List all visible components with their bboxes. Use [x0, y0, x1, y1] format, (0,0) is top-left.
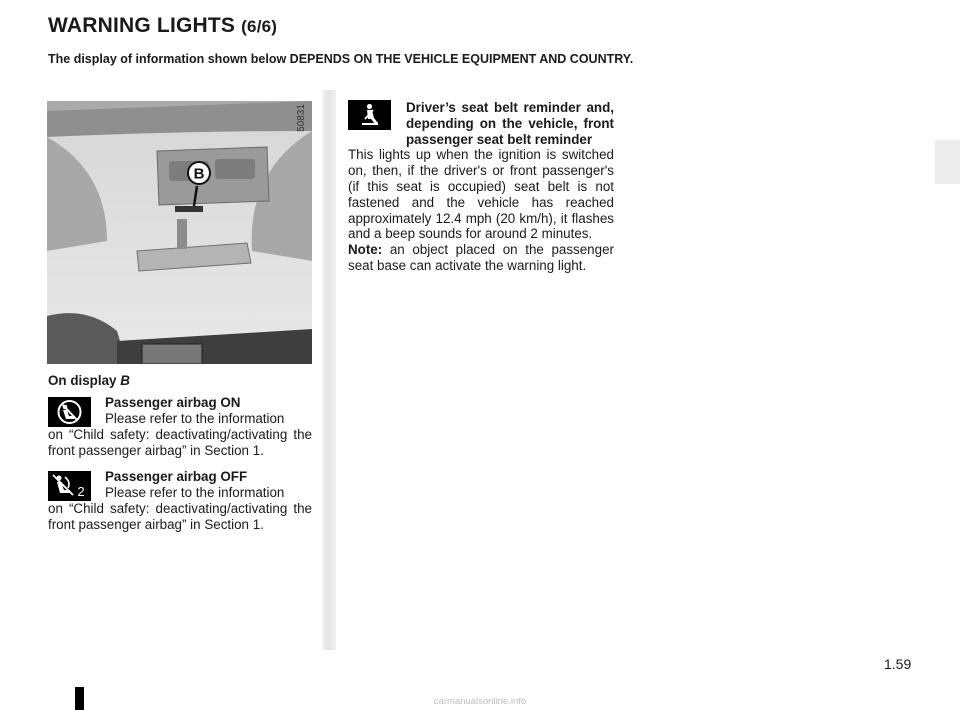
figure-id: 50831 [296, 104, 307, 132]
page-subtitle: The display of information shown below DEPENDS ON THE VEHICLE EQUIPMENT AND COUNTRY. [48, 52, 634, 66]
interior-photo [47, 101, 312, 364]
on-display-label: On display B [48, 373, 130, 388]
column-divider [322, 90, 336, 650]
overhead-console-illustration [47, 101, 312, 364]
title-part-indicator: (6/6) [241, 17, 278, 36]
airbag-on-title: Passenger airbag ON [105, 395, 241, 410]
note-text: an object placed on the passenger seat base can activate the warning light. [348, 242, 614, 273]
airbag-off-text: on “Child safety: deactivating/activating the front passenger airbag” in Section 1. [48, 501, 312, 532]
airbag-on-text: on “Child safety: deactivating/activating the front passenger airbag” in Section 1. [48, 427, 312, 458]
passenger-airbag-off-icon [48, 471, 91, 501]
seat-belt-title: Driver’s seat belt reminder and, depending on the vehicle, front passenger seat belt reminder [406, 100, 614, 147]
section-tab [935, 140, 960, 184]
seat-belt-reminder-icon [348, 100, 391, 130]
seat-belt-reminder-block [348, 100, 614, 274]
airbag-on-block [48, 395, 312, 459]
passenger-airbag-on-icon [48, 397, 91, 427]
title-text: WARNING LIGHTS [48, 14, 236, 37]
watermark: carmanualsonline.info [433, 696, 527, 707]
svg-text:2: 2 [77, 484, 85, 499]
callout-label: B [193, 165, 205, 183]
note-label: Note: [348, 242, 383, 258]
airbag-on-line1: Please refer to the information [105, 410, 285, 426]
seat-belt-note [348, 242, 614, 274]
display-reference: B [120, 373, 130, 388]
page-title [48, 14, 277, 38]
airbag-off-line1: Please refer to the information [105, 484, 285, 500]
airbag-off-title: Passenger airbag OFF [105, 469, 248, 484]
page-number: 1.59 [884, 656, 912, 672]
seat-belt-body: This lights up when the ignition is switched on, then, if the driver's or front passenger's (if this seat is occupied) seat belt is not fastened and the vehicle has reached approximately 12.4 mph (20 km/h), it flashes and a beep sounds for around 2 minutes. [348, 147, 614, 242]
airbag-off-block [48, 469, 312, 533]
